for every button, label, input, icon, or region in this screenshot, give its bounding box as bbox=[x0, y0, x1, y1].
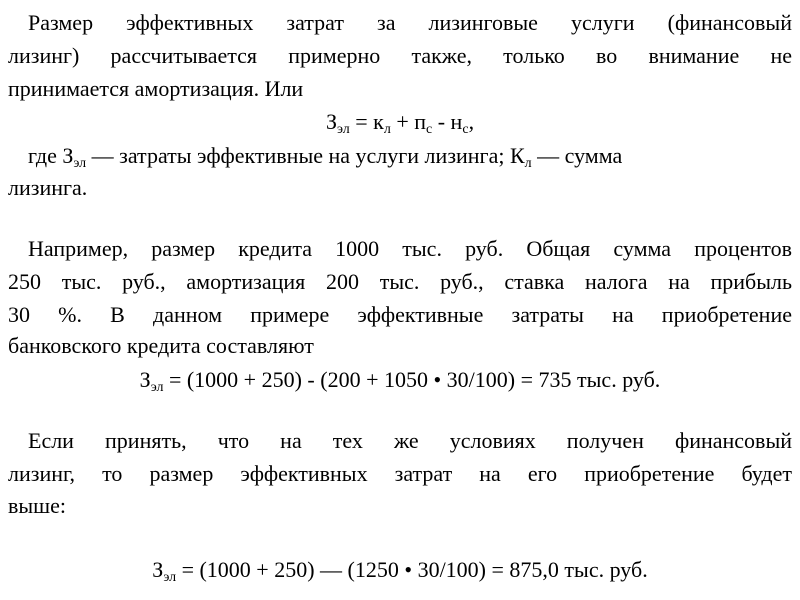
paragraph-3-line-3: выше: bbox=[8, 493, 66, 518]
formula-1-n-subscript: с bbox=[462, 122, 469, 137]
where-b: — затраты эффективные на услуги лизинга; К bbox=[86, 143, 525, 168]
formula-2-lhs-subscript: эл bbox=[150, 380, 164, 395]
formula-1-plus: + п bbox=[390, 109, 427, 134]
paragraph-1-line-3: принимается амортизация. Или bbox=[8, 76, 304, 101]
paragraph-3-line-1: Если принять, что на тех же условиях получен финансовый bbox=[28, 428, 792, 453]
formula-2-lhs: З bbox=[139, 367, 151, 392]
where-b-subscript: л bbox=[524, 156, 532, 171]
formula-3-lhs: З bbox=[152, 557, 164, 582]
where-a: где З bbox=[28, 143, 74, 168]
paragraph-2-line-1: Например, размер кредита 1000 тыс. руб. Общая сумма процентов bbox=[28, 236, 792, 261]
formula-1 bbox=[8, 109, 792, 135]
formula-2-rhs: = (1000 + 250) - (200 + 1050 • 30/100) = 735 тыс. руб. bbox=[163, 367, 661, 392]
where-a-subscript: эл bbox=[73, 156, 87, 171]
formula-3 bbox=[8, 557, 792, 583]
formula-2 bbox=[8, 367, 792, 393]
where-line-2: лизинга. bbox=[8, 175, 88, 200]
formula-1-tail: , bbox=[468, 109, 475, 134]
paragraph-2-line-3: 30 %. В данном примере эффективные затраты на приобретение bbox=[8, 302, 792, 327]
paragraph-1-line-2: лизинг) рассчитывается примерно также, только во внимание не bbox=[8, 43, 792, 68]
formula-1-lhs: З bbox=[325, 109, 337, 134]
formula-3-rhs: = (1000 + 250) — (1250 • 30/100) = 875,0 тыс. руб. bbox=[176, 557, 648, 582]
formula-1-lhs-subscript: эл bbox=[336, 122, 350, 137]
formula-1-k-subscript: л bbox=[383, 122, 391, 137]
where-c: — сумма bbox=[531, 143, 623, 168]
paragraph-1-line-1: Размер эффективных затрат за лизинговые услуги (финансовый bbox=[28, 10, 792, 35]
formula-1-p-subscript: с bbox=[426, 122, 433, 137]
formula-3-lhs-subscript: эл bbox=[163, 570, 177, 585]
paragraph-3-line-2: лизинг, то размер эффективных затрат на его приобретение будет bbox=[8, 461, 792, 486]
paragraph-2-line-4: банковского кредита составляют bbox=[8, 333, 314, 358]
formula-1-eq: = к bbox=[349, 109, 384, 134]
where-line-1 bbox=[8, 143, 792, 169]
formula-1-minus: - н bbox=[432, 109, 463, 134]
paragraph-2-line-2: 250 тыс. руб., амортизация 200 тыс. руб., ставка налога на прибыль bbox=[8, 269, 792, 294]
